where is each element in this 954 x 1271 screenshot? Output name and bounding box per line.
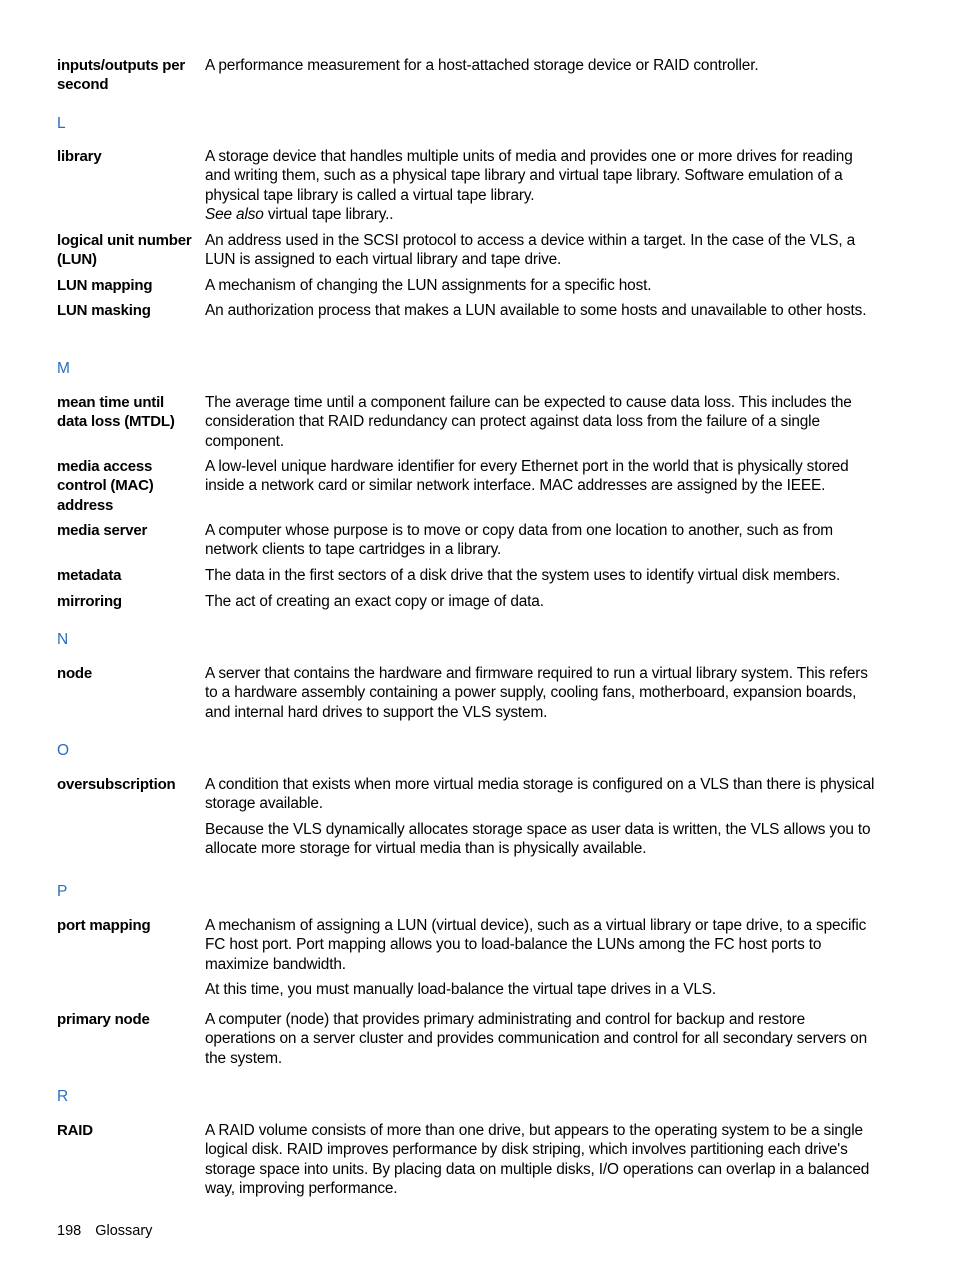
glossary-definition: A computer (node) that provides primary administrating and control for backup and restore operations on a server cluster and provides communication and control for all secondary servers on the system.: [205, 1011, 867, 1067]
glossary-definition: A storage device that handles multiple units of media and provides one or more drives for reading and writing them, such as a physical tape library and virtual tape library. Software emulation of a physical tape library is called a virtual tape library. See also virtual tape library..: [205, 147, 875, 224]
glossary-term: LUN mapping: [57, 277, 153, 294]
glossary-definition: A condition that exists when more virtual media storage is configured on a VLS than there is physical storage available. Because the VLS dynamically allocates storage space as user data is written, the VLS allows you to allocate more storage for virtual media than is physically available.: [205, 776, 875, 857]
glossary-definition: A computer whose purpose is to move or copy data from one location to another, such as from network clients to tape cartridges in a library.: [205, 522, 833, 559]
glossary-definition: A mechanism of changing the LUN assignments for a specific host.: [205, 277, 652, 294]
glossary-term: LUN masking: [57, 302, 151, 319]
glossary-term: media server: [57, 522, 148, 539]
page-footer: [57, 1222, 152, 1241]
section-letter-o: O: [57, 742, 70, 759]
glossary-term: logical unit number (LUN): [57, 232, 192, 269]
glossary-definition: A server that contains the hardware and firmware required to run a virtual library system. This refers to a hardware assembly containing a power supply, cooling fans, motherboard, expansion boards, and internal hard drives to support the VLS system.: [205, 665, 868, 721]
glossary-term: oversubscription: [57, 776, 176, 793]
page-number: 198: [57, 1223, 82, 1239]
glossary-definition: An address used in the SCSI protocol to access a device within a target. In the case of the VLS, a LUN is assigned to each virtual library and tape drive.: [205, 232, 856, 269]
section-letter-m: M: [57, 360, 70, 377]
glossary-definition: The average time until a component failure can be expected to cause data loss. This includes the consideration that RAID redundancy can protect against data loss from the failure of a single component.: [205, 394, 852, 450]
glossary-definition: A low-level unique hardware identifier for every Ethernet port in the world that is physically stored inside a network card or similar network interface. MAC addresses are assigned by the IEEE.: [205, 458, 849, 495]
glossary-definition: A RAID volume consists of more than one drive, but appears to the operating system to be a single logical disk. RAID improves performance by disk striping, which involves partitioning each drive's storage space into units. By placing data on multiple disks, I/O operations can overlap in a balanced way, improving performance.: [205, 1122, 870, 1197]
glossary-term: inputs/outputs per second: [57, 57, 186, 94]
section-letter-l: L: [57, 115, 66, 132]
section-letter-n: N: [57, 631, 69, 648]
glossary-term: primary node: [57, 1011, 150, 1028]
section-letter-p: P: [57, 883, 68, 900]
glossary-term: library: [57, 148, 102, 165]
glossary-definition: The data in the first sectors of a disk drive that the system uses to identify virtual disk members.: [205, 567, 841, 584]
see-also-reference: See also virtual tape library..: [205, 205, 394, 223]
section-letter-r: R: [57, 1088, 69, 1105]
glossary-term: mean time until data loss (MTDL): [57, 394, 175, 431]
glossary-definition: A performance measurement for a host-attached storage device or RAID controller.: [205, 57, 759, 74]
glossary-definition: An authorization process that makes a LUN available to some hosts and unavailable to other hosts.: [205, 302, 867, 319]
footer-section-title: Glossary: [95, 1223, 153, 1239]
glossary-definition: A mechanism of assigning a LUN (virtual device), such as a virtual library or tape drive, to a specific FC host port. Port mapping allows you to load-balance the LUNs among the FC host ports to maximize bandwidth. At this time, you must manually load-balance the virtual tape drives in a VLS.: [205, 917, 867, 998]
glossary-term: node: [57, 665, 93, 682]
glossary-definition: The act of creating an exact copy or image of data.: [205, 593, 544, 610]
glossary-term: RAID: [57, 1122, 93, 1139]
glossary-term: media access control (MAC) address: [57, 458, 154, 514]
glossary-term: port mapping: [57, 917, 151, 934]
glossary-term: mirroring: [57, 593, 122, 610]
glossary-term: metadata: [57, 567, 122, 584]
